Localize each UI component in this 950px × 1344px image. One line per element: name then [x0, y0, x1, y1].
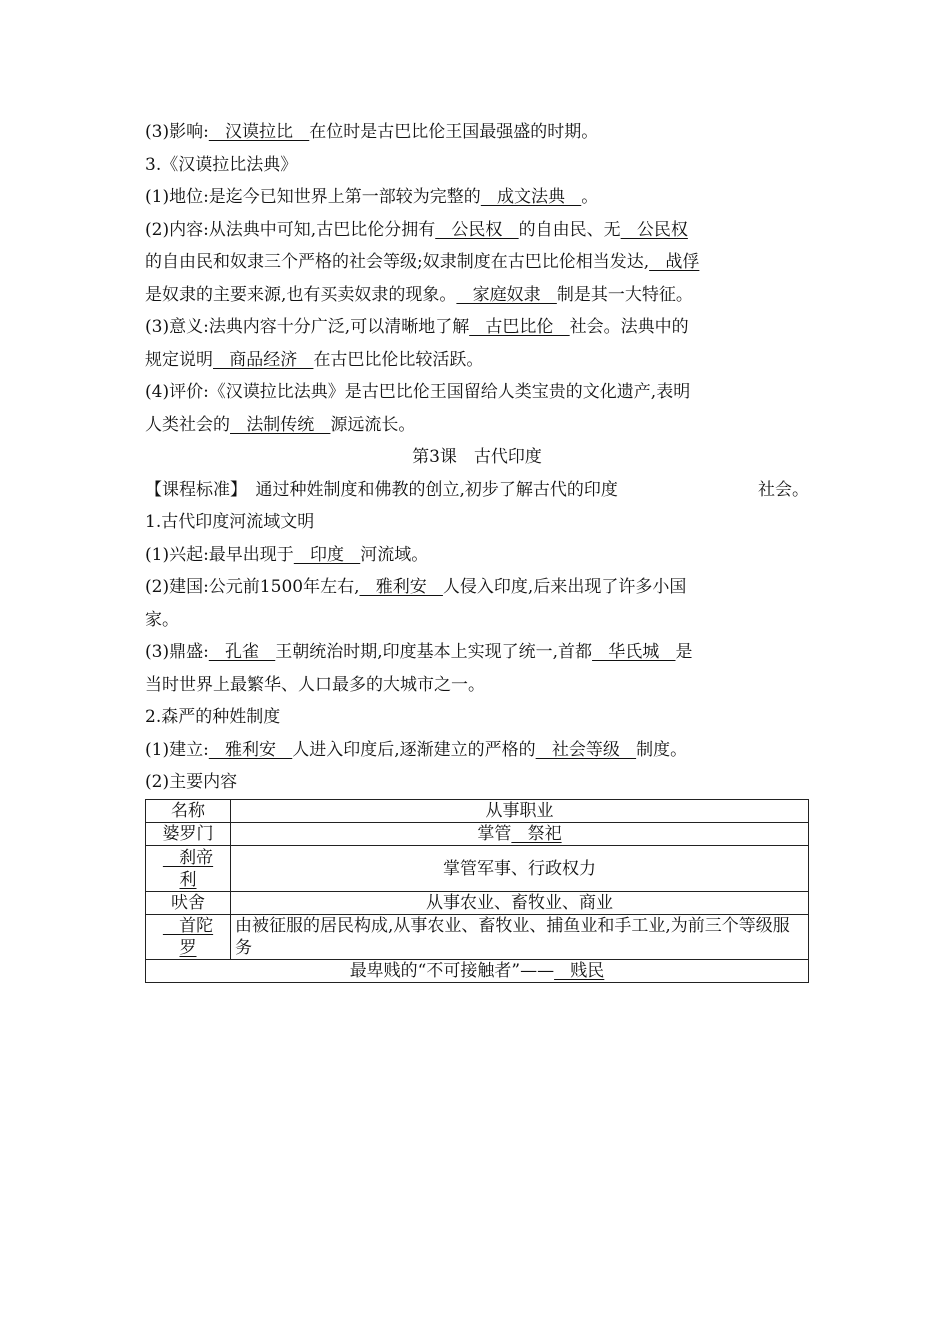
line-content-2: [145, 246, 809, 279]
answer-blank: 法制传统: [230, 414, 331, 435]
text: (4)评价:《汉谟拉比法典》是古巴比伦王国留给人类宝贵的文化遗产,表明: [145, 382, 691, 402]
line-peak: [145, 636, 809, 669]
text: 【课程标准】 通过种姓制度和佛教的创立,初步了解古代的印度: [145, 479, 618, 500]
table-row: [146, 892, 809, 915]
answer-blank: 贱民: [554, 961, 605, 981]
text: (2)内容:从法典中可知,古巴比伦分拥有: [145, 219, 436, 240]
line-status: [145, 181, 809, 214]
line-content-3: [145, 279, 809, 312]
text: 规定说明: [145, 349, 213, 370]
answer-blank: 社会等级: [535, 739, 637, 760]
text: 河流域。: [360, 544, 429, 565]
answer-blank: 华氏城: [592, 642, 676, 662]
text: (2)建国:公元前1500年左右,: [145, 577, 360, 597]
caste-name: [146, 915, 231, 960]
caste-name: [146, 846, 231, 892]
text: (1)建立:: [145, 739, 209, 760]
text: 3.《汉谟拉比法典》: [145, 154, 298, 175]
answer-blank: 利: [179, 869, 197, 890]
table-header-job: 从事职业: [231, 800, 809, 823]
caste-name: 吠舍: [146, 892, 231, 915]
line-founding-2: [145, 604, 809, 637]
course-standard: [145, 474, 809, 507]
caste-job: 由被征服的居民构成,从事农业、畜牧业、捕鱼业和手工业,为前三个等级服务: [231, 915, 809, 960]
text: (1)兴起:最早出现于: [145, 544, 294, 565]
line-content: [145, 214, 809, 247]
text: 制度。: [636, 739, 688, 760]
text: 社会。: [758, 479, 809, 500]
line-main-content: [145, 766, 809, 799]
section-heading: [145, 701, 809, 734]
text: (3)意义:法典内容十分广泛,可以清晰地了解: [145, 317, 470, 337]
line-rise: [145, 539, 809, 572]
answer-blank: 公民权: [620, 219, 688, 240]
section-heading: [145, 506, 809, 539]
table-header-name: 名称: [146, 800, 231, 823]
answer-blank: 雅利安: [208, 739, 293, 760]
text: 2.森严的种姓制度: [145, 707, 281, 727]
answer-blank: 孔雀: [208, 642, 276, 662]
text: 社会。法典中的: [569, 317, 689, 337]
answer-blank: 公民权: [435, 219, 519, 240]
text: 。: [581, 187, 599, 207]
text: 在古巴比伦比较活跃。: [313, 349, 484, 370]
table-footer-row: [146, 960, 809, 983]
answer-blank: 成文法典: [480, 187, 582, 207]
answer-blank: 首陀: [162, 916, 214, 936]
text: 是: [675, 642, 693, 662]
section-heading: [145, 149, 809, 182]
caste-job: 从事农业、畜牧业、商业: [231, 892, 809, 915]
line-influence: [145, 116, 809, 149]
line-peak-2: [145, 669, 809, 702]
text: 在位时是古巴比伦王国最强盛的时期。: [309, 122, 599, 142]
line-meaning-2: [145, 344, 809, 377]
line-evaluation-2: [145, 409, 809, 442]
answer-blank: 刹帝: [162, 847, 214, 868]
line-meaning: [145, 311, 809, 344]
answer-blank: 祭祀: [511, 824, 562, 844]
text: (1)地位:是迄今已知世界上第一部较为完整的: [145, 187, 481, 207]
text: 是奴隶的主要来源,也有买卖奴隶的现象。: [145, 284, 457, 305]
text: 人类社会的: [145, 414, 230, 435]
answer-blank: 家庭奴隶: [456, 284, 557, 305]
text: 掌管: [477, 824, 512, 844]
text: 第3课 古代印度: [412, 447, 542, 467]
text: 人侵入印度,后来出现了许多小国: [442, 577, 687, 597]
caste-job: [231, 823, 809, 846]
text: 制是其一大特征。: [556, 284, 693, 305]
table-row: [146, 823, 809, 846]
text: 人进入印度后,逐渐建立的严格的: [292, 739, 536, 760]
answer-blank: 商品经济: [213, 349, 314, 370]
answer-blank: 雅利安: [359, 577, 443, 597]
text: (3)影响:: [145, 122, 209, 142]
lesson-title: [145, 441, 809, 474]
text: 的自由民、无: [518, 219, 621, 240]
line-evaluation: [145, 376, 809, 409]
table-row: [146, 915, 809, 960]
text: (2)主要内容: [145, 772, 238, 792]
answer-blank: 战俘: [649, 252, 700, 272]
text: 的自由民和奴隶三个严格的社会等级;奴隶制度在古巴比伦相当发达,: [145, 252, 650, 272]
untouchables-row: [146, 960, 809, 983]
line-founding: [145, 571, 809, 604]
text: 源远流长。: [330, 414, 416, 435]
caste-name: 婆罗门: [146, 823, 231, 846]
caste-job: 掌管军事、行政权力: [231, 846, 809, 892]
text: (3)鼎盛:: [145, 642, 209, 662]
answer-blank: 古巴比伦: [469, 317, 570, 337]
table-header-row: [146, 800, 809, 823]
text: 家。: [145, 609, 179, 630]
caste-table: [145, 799, 809, 983]
text: 当时世界上最繁华、人口最多的大城市之一。: [145, 674, 485, 695]
text: 最卑贱的“不可接触者”——: [349, 961, 555, 981]
answer-blank: 汉谟拉比: [208, 122, 310, 142]
answer-blank: 罗: [179, 938, 197, 958]
text: 王朝统治时期,印度基本上实现了统一,首都: [275, 642, 593, 662]
document-body: [145, 116, 809, 799]
table-row: [146, 846, 809, 892]
answer-blank: 印度: [293, 544, 361, 565]
line-establish: [145, 734, 809, 767]
text: 1.古代印度河流域文明: [145, 512, 315, 532]
